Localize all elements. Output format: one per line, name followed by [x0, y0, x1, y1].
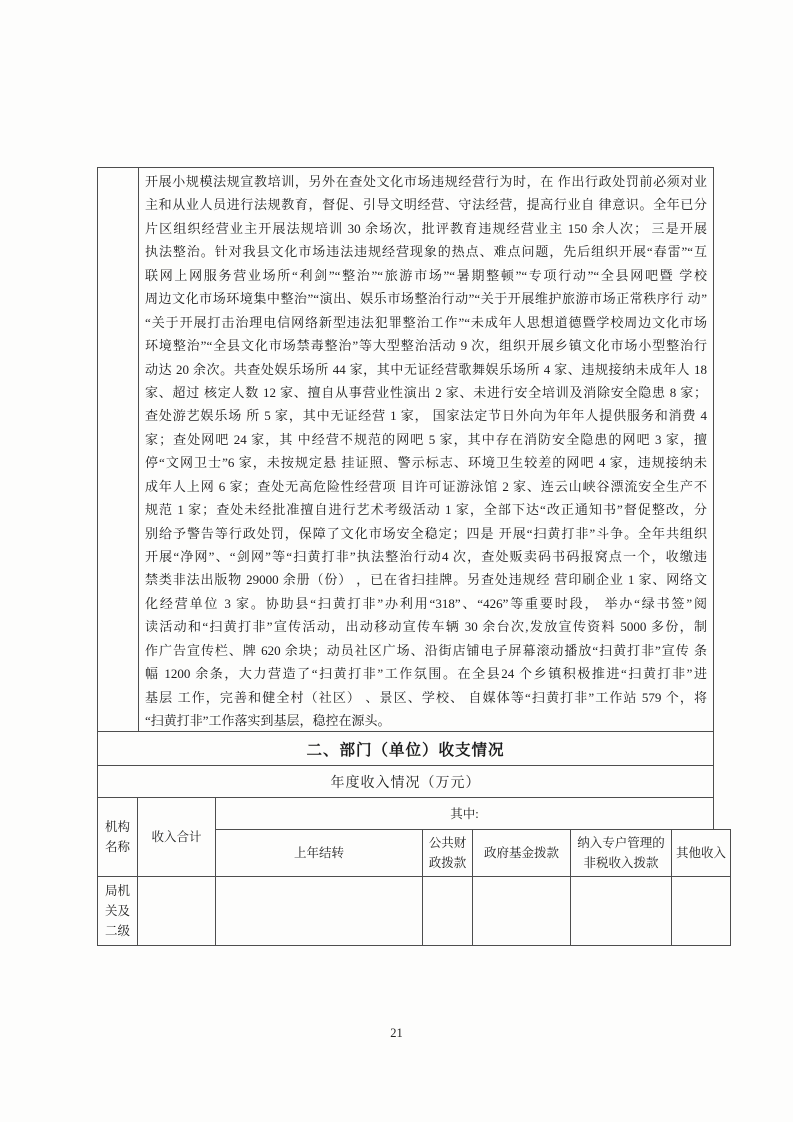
section-title: 二、部门（单位）收支情况	[306, 741, 505, 759]
report-text-line: 基层 工作，完善和健全村（社区） 、景区、学校、 自媒体等“扫黄打非”工作站 579 个，将	[145, 689, 707, 705]
report-text-line: 动达 20 余次。共查处娱乐场所 44 家，其中无证经营歌舞娱乐场所 4 家、违规接纳未成年人 18	[145, 361, 707, 377]
section-subtitle: 年度收入情况（万元）	[330, 775, 481, 791]
header-carryover: 上年结转	[215, 829, 423, 877]
report-text-line: 主和从业人员进行法规教育，督促、引导文明经营、守法经营，提高行业自 律意识。全年已分	[145, 197, 707, 213]
report-text-line: 家、超过 核定人数 12 家、擅自从事营业性演出 2 家、未进行安全培训及消除安全隐患 8 家；	[145, 384, 707, 400]
report-text-line: 幅 1200 余条，大力营造了“扫黄打非”工作氛围。在全县24 个乡镇积极推进“扫黄打非”进	[145, 666, 707, 682]
report-text-line: 开展“净网”、“剑网”等“扫黄打非”执法整治行动4 次，查处贩卖码书码报窝点一个，收缴违	[145, 549, 707, 564]
row-other-income	[671, 876, 731, 946]
section-title-row	[97, 731, 714, 766]
report-text-line: 联网上网服务营业场所“利剑”“整治”“旅游市场”“暑期整顿”“专项行动”“全县网吧暨 学校	[145, 267, 707, 283]
row-special-account	[570, 876, 672, 946]
header-gov-fund: 政府基金拨款	[472, 829, 571, 877]
header-public-finance: 公共财政拨款	[422, 829, 473, 877]
report-text	[139, 169, 712, 730]
report-text-line: “扫黄打非”工作落实到基层，稳控在源头。	[145, 713, 391, 729]
row-public-finance	[422, 876, 473, 946]
row-income-total	[137, 876, 216, 946]
report-text-line: 别给予警告等行政处罚，保障了文化市场安全稳定；四是 开展“扫黄打非”斗争。全年共组织	[145, 525, 707, 541]
row-org-name: 局机关及二级	[97, 876, 138, 946]
report-text-line: 环境整治”“全县文化市场禁毒整治”等大型整治活动 9 次，组织开展乡镇文化市场小型整治行	[145, 338, 707, 354]
header-other-income: 其他收入	[671, 829, 731, 877]
report-text-line: 停“文网卫士”6 家，未按规定悬 挂证照、警示标志、环境卫生较差的网吧 4 家，违规接纳未	[145, 455, 707, 471]
header-org-name: 机构名称	[97, 797, 138, 877]
report-text-line: 作广告宣传栏、牌 620 余块；动员社区广场、沿街店铺电子屏幕滚动播放“扫黄打非”宣传 条	[145, 642, 707, 658]
header-among: 其中:	[215, 797, 714, 830]
report-text-line: 化经营单位 3 家。协助县“扫黄打非”办利用“318”、“426”等重要时段， 举办“绿书签”阅	[145, 595, 707, 611]
report-text-line: 读活动和“扫黄打非”宣传活动，出动移动宣传车辆 30 余台次,发放宣传资料 5000 多份，制	[145, 619, 707, 635]
report-text-line: 执法整治。针对我县文化市场违法违规经营现象的热点、难点问题，先后组织开展“春雷”“互	[145, 244, 707, 260]
row-carryover	[215, 876, 423, 946]
report-side-column	[98, 168, 139, 731]
section-subtitle-row	[97, 765, 714, 798]
report-text-line: 周边文化市场环境集中整治”“演出、娱乐市场整治行动”“关于开展维护旅游市场正常秩序行 动”	[145, 291, 707, 307]
page-number: 21	[390, 1026, 403, 1040]
report-text-line: 家；查处网吧 24 家，其 中经营不规范的网吧 5 家，其中存在消防安全隐患的网吧 3 家，擅	[145, 431, 707, 447]
report-text-line: 查处游艺娱乐场 所 5 家，其中无证经营 1 家， 国家法定节日外向为年年人提供服务和消费 4	[145, 408, 707, 424]
report-text-line: 规范 1 家；查处未经批准擅自进行艺术考级活动 1 家，全部下达“改正通知书”督促整改，分	[145, 502, 707, 518]
header-income-total: 收入合计	[137, 797, 216, 877]
report-text-block	[97, 167, 714, 732]
row-gov-fund	[472, 876, 571, 946]
report-text-line: “关于开展打击治理电信网络新型违法犯罪整治工作”“未成年人思想道德暨学校周边文化市场	[145, 314, 707, 330]
header-special-account: 纳入专户管理的非税收入拨款	[570, 829, 672, 877]
report-text-line: 开展小规模法规宣教培训，另外在查处文化市场违规经营行为时，在 作出行政处罚前必须对业	[145, 174, 707, 189]
report-text-line: 片区组织经营业主开展法规培训 30 余场次，批评教育违规经营业主 150 余人次； 三是开展	[145, 220, 707, 236]
report-text-line: 禁类非法出版物 29000 余册（份） ，已在省扫挂牌。另查处违规经 营印刷企业 1 家、网络文	[145, 572, 707, 588]
report-text-line: 成年人上网 6 家；查处无高危险性经营项 目许可证游泳馆 2 家、连云山峡谷漂流安全生产不	[145, 478, 707, 494]
